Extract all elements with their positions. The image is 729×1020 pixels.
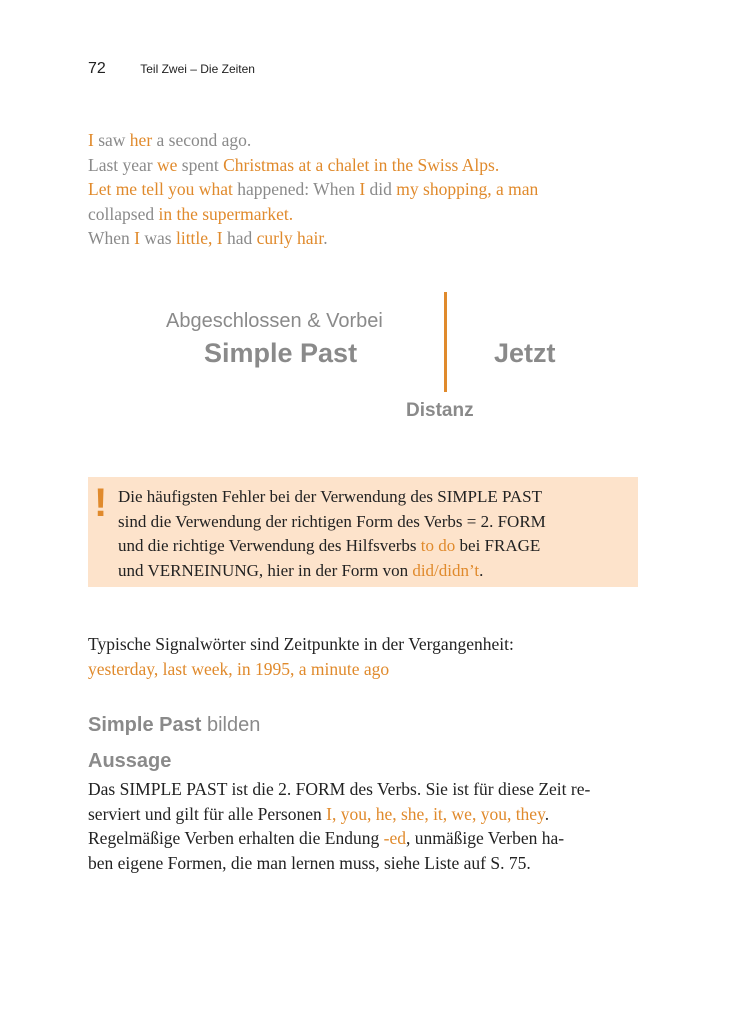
example-sentences [88,128,648,251]
body-line [88,851,638,876]
text-run: Let me tell you what [88,179,233,199]
text-run: my shopping, a man [396,179,539,199]
text-run: bei FRAGE [455,536,541,555]
diagram-subtitle: Abgeschlossen & Vorbei [166,310,383,332]
text-run: spent [177,154,224,175]
signal-intro: Typische Signalwörter sind Zeitpunkte in der Vergangenheit: [88,634,514,654]
page-number: 72 [88,60,106,77]
text-run: Regelmäßige Verben erhalten die Endung [88,828,384,848]
text-run: a second ago. [152,130,252,150]
text-run: saw [93,130,130,150]
body-line [88,777,638,802]
text-run: was [140,228,176,248]
section-heading-rest: bilden [201,714,261,736]
text-run: I [359,179,366,199]
text-run: did/didn’t [412,560,480,580]
text-run: collapsed [88,203,159,224]
text-run: little, I [175,228,223,248]
text-run: Last year [88,154,157,175]
running-title: Teil Zwei – Die Zeiten [140,62,255,76]
callout-line [118,510,630,535]
text-run: . [544,803,550,824]
callout-line [118,559,630,584]
subheading: Aussage [88,750,172,772]
text-run: I [88,130,94,150]
text-run: her [129,130,153,150]
text-run: , unmäßige Verben ha- [405,828,565,848]
divider-line [444,292,447,392]
text-run: to do [420,536,456,555]
callout-line [118,485,630,510]
text-run: happened: When [232,179,360,199]
body-paragraph [88,777,638,875]
signal-words: yesterday, last week, in 1995, a minute ago [88,659,390,679]
body-line [88,826,638,851]
text-run: we [157,154,178,175]
text-run: in the supermarket. [158,203,294,224]
text-run: und die richtige Verwendung des Hilfsverbs [118,536,421,555]
text-run: Die häufigsten Fehler bei der Verwendung des SIMPLE PAST [118,487,543,506]
text-run: sind die Verwendung der richtigen Form des Verbs = 2. FORM [118,511,546,531]
callout-line [118,534,630,559]
example-line [88,226,648,251]
example-line [88,177,648,202]
example-line [88,153,648,178]
diagram-bottom-label: Distanz [406,400,474,421]
exclamation-icon: ! [94,481,108,525]
text-run: I [134,228,140,248]
text-run: . [323,228,328,248]
text-run: und VERNEINUNG, hier in der Form von [118,560,413,580]
text-run: Das SIMPLE PAST ist die 2. FORM des Verbs. Sie ist für diese Zeit re- [88,779,591,799]
signal-words-paragraph [88,632,648,682]
text-run: I, you, he, she, it, we, you, they [326,803,545,824]
example-line [88,202,648,227]
text-run: serviert und gilt für alle Personen [88,803,327,824]
section-heading [88,714,260,737]
text-run: curly hair [256,228,324,248]
callout-text [118,485,630,583]
text-run: had [222,228,257,248]
text-run: -ed [383,828,406,848]
timeline-diagram [0,290,729,430]
body-line [88,802,638,827]
warning-callout [88,477,638,587]
section-heading-bold: Simple Past [88,714,202,736]
text-run: did [365,179,397,199]
example-line [88,128,648,153]
diagram-left-label: Simple Past [204,338,358,368]
text-run: . [479,560,484,580]
text-run: When [88,228,135,248]
diagram-right-label: Jetzt [494,338,556,368]
page-header [88,60,255,78]
text-run: ben eigene Formen, die man lernen muss, siehe Liste auf S. 75. [88,852,531,873]
text-run: Christmas at a chalet in the Swiss Alps. [223,154,500,175]
